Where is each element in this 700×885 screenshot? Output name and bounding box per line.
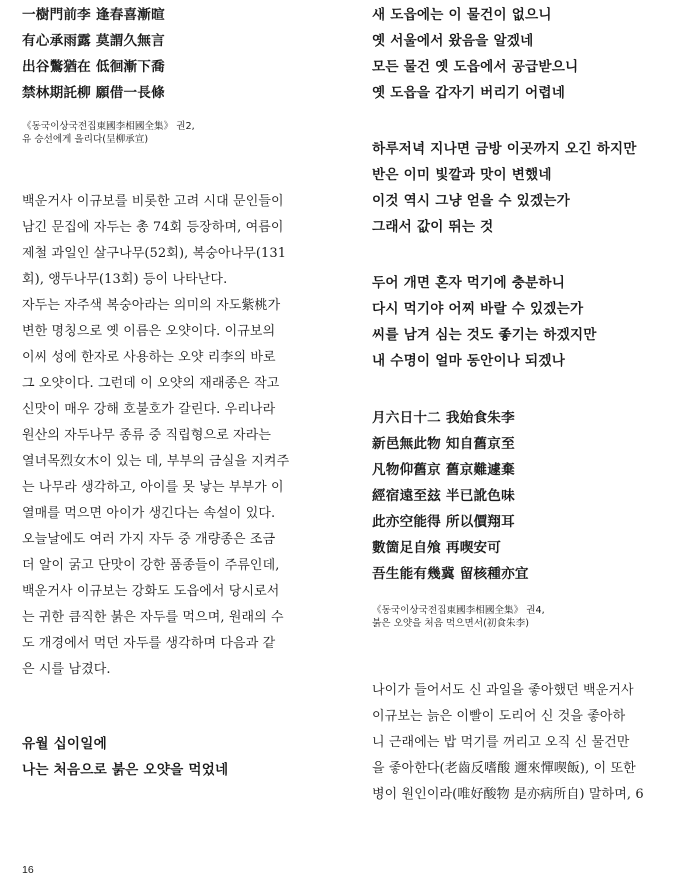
poem-line: 그래서 값이 뛰는 것 <box>372 219 494 235</box>
caption-line: 붉은 오얏을 처음 먹으면서(初食朱李) <box>372 618 529 629</box>
essay-line: 병이 원인이라(唯好酸物 是亦病所自) 말하며, 6 <box>372 787 644 802</box>
essay-line: 더 알이 굵고 단맛이 강한 품종들이 주류인데, <box>22 558 280 573</box>
poem-line: 반은 이미 빛깔과 맛이 변했네 <box>372 167 552 183</box>
poem-line: 一樹門前李 逢春喜漸暄 <box>22 7 165 23</box>
poem-line: 經宿遠至玆 半已訛色味 <box>372 488 515 504</box>
page-number: 16 <box>22 864 34 876</box>
poem-line: 禁林期託柳 願借一長條 <box>22 85 165 101</box>
caption-line: 《동국이상국전집東國李相國全集》 권4, <box>372 605 545 616</box>
essay-line: 이규보는 늙은 이빨이 도리어 신 것을 좋아하 <box>372 709 626 724</box>
essay-line: 자두는 자주색 복숭아라는 의미의 자도紫桃가 <box>22 298 281 313</box>
poem-stanza-2 <box>372 136 637 240</box>
poem-line: 다시 먹기야 어찌 바랄 수 있겠는가 <box>372 301 584 317</box>
poem-hanja-block <box>372 405 529 587</box>
poem-line: 此亦空能得 所以價翔耳 <box>372 514 515 530</box>
caption-line: 《동국이상국전집東國李相國全集》 권2, <box>22 121 195 132</box>
essay-line: 는 귀한 큼직한 붉은 자두를 먹으며, 원래의 수 <box>22 610 284 625</box>
essay-line: 니 근래에는 밥 먹기를 꺼리고 오직 신 물건만 <box>372 735 630 750</box>
essay-line: 백운거사 이규보를 비롯한 고려 시대 문인들이 <box>22 194 284 209</box>
essay-line: 도 개경에서 먹던 자두를 생각하며 다음과 같 <box>22 636 276 651</box>
poem-line: 옛 서울에서 왔음을 알겠네 <box>372 33 534 49</box>
poem-stanza-1 <box>372 2 578 106</box>
poem-line: 옛 도읍을 갑자기 버리기 어렵네 <box>372 85 566 101</box>
caption-line: 유 승선에게 올리다(呈柳承宣) <box>22 134 149 145</box>
poem-line: 新邑無此物 知自舊京至 <box>372 436 515 452</box>
essay-line: 원산의 자두나무 종류 중 직립형으로 자라는 <box>22 428 272 443</box>
essay-body <box>372 678 644 808</box>
essay-line: 열녀목烈女木이 있는 데, 부부의 금실을 지켜주 <box>22 454 290 469</box>
poem-line: 月六日十二 我始食朱李 <box>372 410 515 426</box>
poem-line: 모든 물건 옛 도읍에서 공급받으니 <box>372 59 579 75</box>
essay-line: 그 오얏이다. 그런데 이 오얏의 재래종은 작고 <box>22 376 280 391</box>
essay-line: 제철 과일인 살구나무(52회), 복숭아나무(131 <box>22 246 287 261</box>
essay-line: 열매를 먹으면 아이가 생긴다는 속설이 있다. <box>22 506 276 521</box>
poem-stanza-3 <box>372 270 597 374</box>
essay-line: 백운거사 이규보는 강화도 도읍에서 당시로서 <box>22 584 280 599</box>
poem-line: 凡物仰舊京 舊京難遽棄 <box>372 462 515 478</box>
poem-line: 두어 개면 혼자 먹기에 충분하니 <box>372 275 566 291</box>
essay-line: 은 시를 남겼다. <box>22 662 111 677</box>
poem2-opening <box>22 731 228 783</box>
essay-line: 이씨 성에 한자로 사용하는 오얏 리李의 바로 <box>22 350 276 365</box>
essay-body <box>22 189 289 683</box>
essay-line: 오늘날에도 여러 가지 자두 중 개량종은 조금 <box>22 532 276 547</box>
essay-line: 변한 명칭으로 옛 이름은 오얏이다. 이규보의 <box>22 324 276 339</box>
poem-line: 吾生能有幾冀 留核種亦宜 <box>372 566 529 582</box>
poem-line: 이것 역시 그냥 얻을 수 있겠는가 <box>372 193 570 209</box>
source-caption <box>372 604 545 630</box>
essay-line: 는 나무라 생각하고, 아이를 못 낳는 부부가 이 <box>22 480 284 495</box>
poem-hanja-block <box>22 2 165 106</box>
poem-line: 나는 처음으로 붉은 오얏을 먹었네 <box>22 762 229 778</box>
poem-line: 하루저녁 지나면 금방 이곳까지 오긴 하지만 <box>372 141 637 157</box>
poem-title: 유월 십이일에 <box>22 736 107 752</box>
poem-line: 내 수명이 얼마 동안이나 되겠나 <box>372 353 566 369</box>
poem-line: 씨를 남겨 심는 것도 좋기는 하겠지만 <box>372 327 597 343</box>
essay-line: 나이가 들어서도 신 과일을 좋아했던 백운거사 <box>372 683 634 698</box>
essay-line: 을 좋아한다(老齒反嗜酸 邇來憚喫飯), 이 또한 <box>372 761 636 776</box>
essay-line: 신맛이 매우 강해 호불호가 갈린다. 우리나라 <box>22 402 276 417</box>
poem-line: 有心承雨露 莫謂久無言 <box>22 33 165 49</box>
poem-line: 새 도읍에는 이 물건이 없으니 <box>372 7 552 23</box>
essay-line: 회), 앵두나무(13회) 등이 나타난다. <box>22 272 228 287</box>
poem-line: 數箇足自飧 再喫安可 <box>372 540 502 556</box>
source-caption <box>22 120 195 146</box>
essay-line: 남긴 문집에 자두는 총 74회 등장하며, 여름이 <box>22 220 284 235</box>
poem-line: 出谷鷩猶在 低徊漸下喬 <box>22 59 165 75</box>
